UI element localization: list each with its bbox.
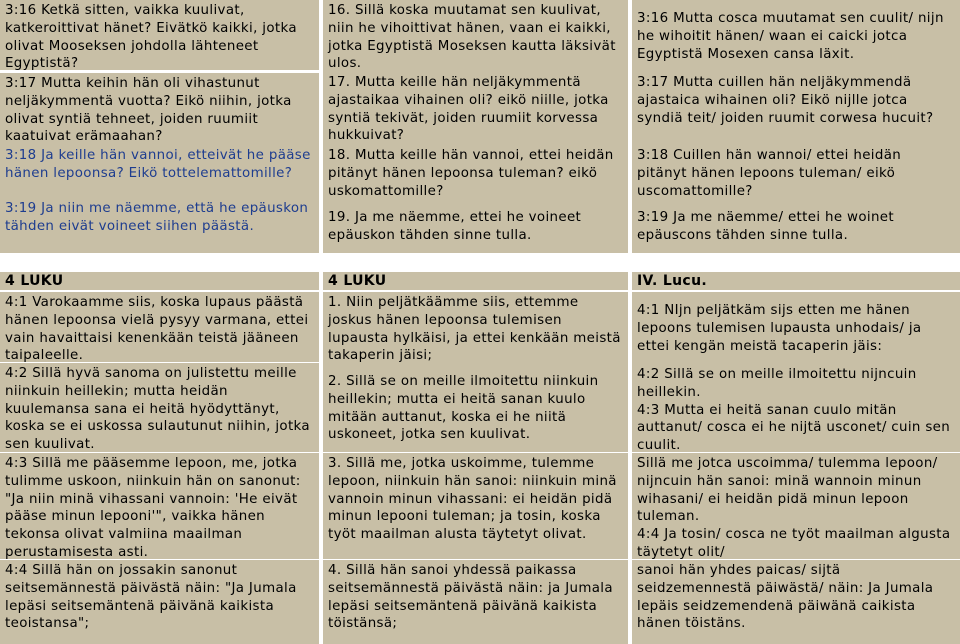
top-col2-v16 — [323, 0, 628, 72]
top-col2-v17 — [323, 72, 628, 145]
bottom-col3-v2 — [632, 364, 960, 452]
chapter-heading-text: 4 LUKU — [328, 273, 387, 289]
verse-text: 3. Sillä me, jotka uskoimme, tulemme lepoon, niinkuin hän sanoi: niinkuin minä vannoin minun vihassani: ei heidän pidä minun lepooni tuleman; ja tosin, koska työt maailman alusta täytetyt olivat. — [328, 456, 617, 543]
top-col3-v18 — [632, 145, 960, 202]
top-col1-v17 — [0, 73, 319, 145]
bottom-col1-v1 — [0, 292, 319, 362]
verse-text: sanoi hän yhdes paicas/ sijtä seidzemennestä päiwästä/ näin: Ja Jumala lepäis seidzemendenä päiwänä caikista hänen töistäns. — [637, 563, 934, 632]
verse-text: 3:18 Cuillen hän wannoi/ ettei heidän pitänyt hänen lepoons tuleman/ eikö uscomattomille? — [637, 148, 902, 199]
top-col1-v16 — [0, 0, 319, 70]
verse-text: 19. Ja me näemme, ettei he voineet epäuskon tähden sinne tulla. — [328, 210, 582, 243]
chapter-heading-col3 — [632, 272, 960, 290]
chapter-heading-text: IV. Lucu. — [637, 273, 708, 289]
bottom-col1-v2 — [0, 363, 319, 452]
verse-text: 3:17 Mutta keihin hän oli vihastunut neljäkymmentä vuotta? Eikö niihin, jotka olivat syntiä tehneet, joiden ruumiit kaatuivat erämaahan? — [5, 76, 292, 145]
verse-text: 4:4 Ja tosin/ cosca ne työt maailman algusta täytetyt olit/ — [637, 527, 951, 559]
bottom-col2-v3 — [323, 453, 628, 559]
verse-text: 3:16 Ketkä sitten, vaikka kuulivat, katkeroittivat hänet? Eivätkö kaikki, jotka olivat Mooseksen johdolla lähteneet Egyptistä? — [5, 3, 297, 70]
chapter-heading-col2 — [323, 272, 628, 290]
verse-text: 4:4 Sillä hän on jossakin sanonut seitsemännestä päivästä näin: "Ja Jumala lepäsi seitsemäntenä päivänä kaikista teoistansa"; — [5, 563, 297, 632]
top-col2-v19 — [323, 202, 628, 253]
bottom-col3-v4 — [632, 560, 960, 644]
top-col3-v17 — [632, 72, 960, 145]
verse-text: 3:16 Mutta cosca muutamat sen cuulit/ nijn he wihoitit hänen/ waan ei caicki jotca Egyptistä Mosexen cansa läxit. — [637, 11, 944, 62]
bottom-col2-v4 — [323, 560, 628, 644]
verse-text: 3:18 Ja keille hän vannoi, etteivät he pääse hänen lepoonsa? Eikö tottelemattomille? — [5, 148, 311, 181]
chapter-heading-col1 — [0, 272, 319, 290]
verse-text: 4:1 NIjn peljätkäm sijs etten me hänen lepoons tulemisen lupausta unhodais/ ja ettei kengän meistä tacaperin jäis: — [637, 303, 922, 354]
bottom-col1-v4 — [0, 560, 319, 644]
verse-text: Sillä me jotca uscoimma/ tulemma lepoon/ nijncuin hän sanoi: minä wannoin minun wihasani/ ei heidän pidä minun lepoon tuleman. — [637, 456, 938, 525]
verse-text: 4. Sillä hän sanoi yhdessä paikassa seitsemännestä päivästä näin: ja Jumala lepäsi seitsemäntenä päivänä kaikista töistänsä; — [328, 563, 613, 632]
top-col3-v19 — [632, 202, 960, 253]
verse-text: 2. Sillä se on meille ilmoitettu niinkuin heillekin; mutta ei heitä sanan kuulo mitään auttanut, koska ei he niitä uskoneet, jotka sen kuulivat. — [328, 374, 599, 443]
verse-text: 1. Niin peljätkäämme siis, ettemme joskus hänen lepoonsa tulemisen lupausta hylkäisi, ja ettei kenkään meistä takaperin jäisi; — [328, 295, 621, 364]
verse-text: 4:3 Mutta ei heitä sanan cuulo mitän auttanut/ cosca ei he nijtä usconet/ cuin sen cuulit. — [637, 402, 951, 452]
top-col1-v18 — [0, 145, 319, 198]
verse-text: 3:19 Ja me näemme/ ettei he woinet epäuscons tähden sinne tulla. — [637, 210, 894, 243]
verse-text: 4:2 Sillä se on meille ilmoitettu nijncuin heillekin. — [637, 367, 917, 400]
bottom-col3-v1 — [632, 292, 960, 364]
top-col3-v16 — [632, 0, 960, 72]
bottom-col2-v1 — [323, 292, 628, 364]
verse-text: 3:17 Mutta cuillen hän neljäkymmendä ajastaica wihainen oli? Eikö nijlle jotca syndiä teit/ joiden ruumit corwesa hucuit? — [637, 75, 934, 126]
chapter-heading-text: 4 LUKU — [5, 273, 64, 289]
verse-text: 4:1 Varokaamme siis, koska lupaus päästä hänen lepoonsa vielä pysyy varmana, ettei vain havaittaisi kenenkään teistä jääneen taipaleelle. — [5, 295, 309, 362]
verse-text: 18. Mutta keille hän vannoi, ettei heidän pitänyt hänen lepoonsa tuleman? eikö uskomattomille? — [328, 148, 614, 199]
top-col2-v18 — [323, 145, 628, 202]
bottom-col3-v3 — [632, 453, 960, 559]
verse-text: 17. Mutta keille hän neljäkymmentä ajastaikaa vihainen oli? eikö niille, jotka syntiä tekivät, joiden ruumiit korvessa hukkuivat? — [328, 75, 609, 144]
bottom-col1-v3 — [0, 453, 319, 559]
verse-text: 4:3 Sillä me pääsemme lepoon, me, jotka tulimme uskoon, niinkuin hän on sanonut: "Ja niin minä vihassani vannoin: 'He eivät pääse minun lepooni'", vaikka hänen tekonsa olivat valmiina maailman perustamisesta asti. — [5, 456, 301, 559]
bottom-col2-v2 — [323, 364, 628, 452]
verse-text: 16. Sillä koska muutamat sen kuulivat, niin he vihoittivat hänen, vaan ei kaikki, jotka Egyptistä Moseksen kautta läksivät ulos. — [328, 3, 616, 72]
verse-text: 3:19 Ja niin me näemme, että he epäuskon tähden eivät voineet siihen päästä. — [5, 201, 309, 234]
top-col1-v19 — [0, 198, 319, 253]
verse-text: 4:2 Sillä hyvä sanoma on julistettu meille niinkuin heillekin; mutta heidän kuulemansa sana ei heitä hyödyttänyt, koska se ei uskossa sulautunut niihin, jotka sen kuulivat. — [5, 366, 310, 452]
